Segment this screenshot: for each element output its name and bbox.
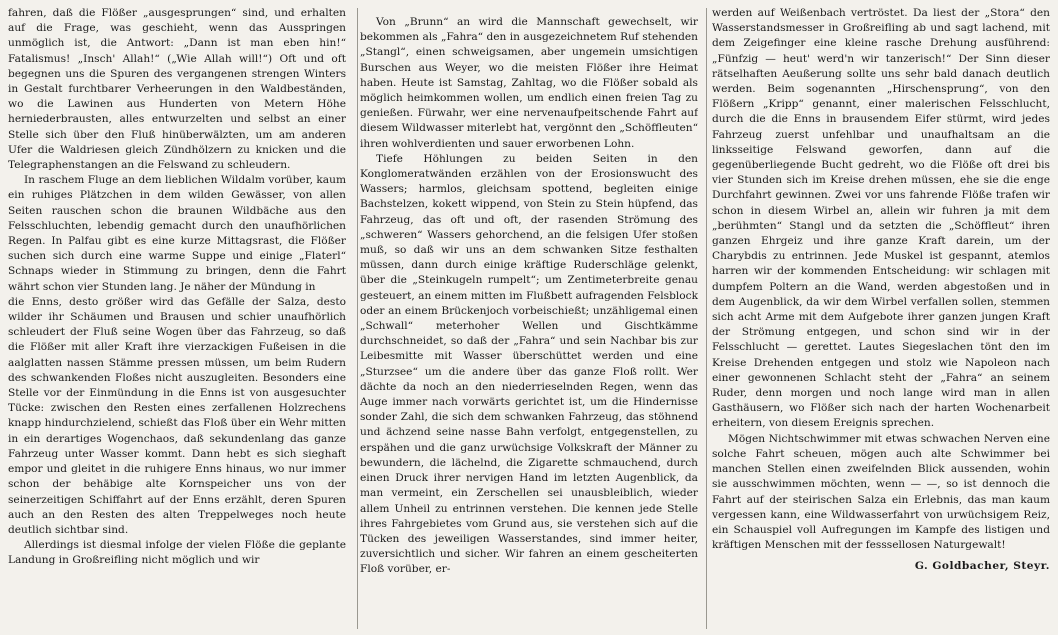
paragraph: Von „Brunn“ an wird die Mannschaft gewechselt, wir bekommen als „Fahra“ den in ausgezeichnetem Ruf stehenden „Stangl“, einen schweigsamen, aber ungemein umsichtigen Burschen aus Weyer, wo die meisten Flößer ihre Heimat haben. Heute ist Samstag, Zahltag, wo die Flößer sobald als möglich heimkommen wollen, um endlich einen freien Tag zu genießen. Fürwahr, wer eine nervenaufpeitschende Fahrt auf diesem Wildwasser miterlebt hat, vergönnt den „Schöffleuten“ ihren wohlverdienten und sauer erworbenen Lohn.	[360, 16, 698, 150]
paragraph: fahren, daß die Flößer „ausgesprungen“ sind, und erhalten auf die Frage, was geschieht, wenn das Ausspringen unmöglich ist, die Antwort: „Dann ist man eben hin!“ Fatalismus! „Insch' Allah!“ („Wie Allah will!“) Oft und oft begegnen uns die Spuren des vergangenen strengen Winters in Gestalt furchtbarer Verheerungen in den Waldbeständen, wo die Lawinen aus Hunderten von Metern Höhe herniederbrausten, alles entwurzelten und selbst an einer Stelle sich über den Fluß hinüberwälzten, um am anderen Ufer die Waldriesen gleich Zündhölzern zu knicken und die Telegraphenstangen an die Felswand zu schleudern.	[8, 7, 346, 172]
paragraph: Tiefe Höhlungen zu beiden Seiten in den Konglomeratwänden erzählen von der Erosionswucht des Wassers; harmlos, gleichsam spottend, begleiten einige Bachstelzen, kokett wippend, von Stein zu Stein hüpfend, das Fahrzeug, das oft und oft, der rasenden Strömung des „schweren“ Wassers gehorchend, an die felsigen Ufer stoßen muß, so daß wir uns an dem schwanken Sitze festhalten müssen, dann durch einige kräftige Ruderschläge gelenkt, über die „Steinkugeln rumpelt“; um Zentimeterbreite genau gesteuert, an einem mitten im Flußbett aufragenden Felsblock oder an einem Brückenjoch vorbeischießt; unzähligemal einen „Schwall“ meterhoher Wellen und Gischtkämme durchschneidet, so daß der „Fahra“ und sein Nachbar bis zur Leibesmitte mit Wasser überschüttet werden und eine „Sturzsee“ um die andere über das ganze Floß rollt. Wer dächte da noch an den niederrieselnden Regen, wenn das Auge immer nach vorwärts gerichtet ist, um die Hindernisse sonder Zahl, die sich dem schwanken Fahrzeug, das stöhnend und ächzend seine nasse Bahn verfolgt, entgegenstellen, zu erspähen und die ganz urwüchsige Volkskraft der Männer zu bewundern, die lächelnd, die Zigarette schmauchend, durch einen Druck ihrer nervigen Hand im letzten Augenblick, da man vermeint, ein Zerschellen sei unausbleiblich, wieder allem Unheil zu entrinnen verstehen. Die kennen jede Stelle ihres Fahrgebietes vom Grund aus, sie verstehen sich auf die Tücken des jeweiligen Wasserstandes, sind immer heiter, zuversichtlich und sicher. Wir fahren an einem gescheiterten Floß vorüber, er-	[360, 152, 698, 576]
text-column-3	[712, 6, 1050, 631]
text-column-1	[8, 6, 346, 631]
paragraph: die Enns, desto größer wird das Gefälle der Salza, desto wilder ihr Schäumen und Brausen und schier unaufhörlich schleudert der Fluß seine Wogen über das Fahrzeug, so daß die Flößer mit aller Kraft ihre vierzackigen Fußeisen in die aalglatten nassen Stämme pressen müssen, um beim Rudern des schwankenden Floßes nicht auszugleiten. Besonders eine Stelle vor der Einmündung in die Enns ist von ausgesuchter Tücke: zwischen den Resten eines zerfallenen Holzrechens knapp hindurchzielend, schießt das Floß über ein Wehr mitten in ein derartiges Wogenchaos, daß sekundenlang das ganze Fahrzeug unter Wasser kommt. Dann hebt es sich sieghaft empor und gleitet in die ruhigere Enns hinaus, wo nur immer schon der behäbige alte Kornspeicher uns von der seinerzeitigen Schiffahrt auf der Enns erzählt, deren Spuren auch an den Resten des alten Treppelweges noch heute deutlich sichtbar sind.	[8, 295, 346, 536]
column-divider	[706, 8, 707, 629]
text-column-2	[360, 6, 698, 631]
author-signature: G. Goldbacher, Steyr.	[914, 560, 1050, 573]
paragraph: Mögen Nichtschwimmer mit etwas schwachen Nerven eine solche Fahrt scheuen, mögen auch alte Schwimmer bei manchen Stellen einen zweifelnden Blick aussenden, wohin sie ausschwimmen möchten, wenn — —, so ist dennoch die Fahrt auf der steirischen Salza ein Erlebnis, das man kaum vergessen kann, eine Wildwasserfahrt von urwüchsigem Reiz, ein Schauspiel voll Aufregungen im Kampfe des listigen und kräftigen Menschen mit der fesssellosen Naturgewalt!	[712, 432, 1050, 552]
column-divider	[357, 8, 358, 629]
paragraph: In raschem Fluge an dem lieblichen Wildalm vorüber, kaum ein ruhiges Plätzchen in dem wilden Gewässer, von allen Seiten rauschen schon die braunen Wildbäche aus den Felsschluchten, lebendig gemacht durch den unaufhörlichen Regen. In Palfau gibt es eine kurze Mittagsrast, die Flößer suchen sich durch eine warme Suppe und einige „Flaterl“ Schnaps wieder in Stimmung zu bringen, denn die Fahrt währt schon vier Stunden lang. Je näher der Mündung in	[8, 174, 346, 293]
paragraph: Allerdings ist diesmal infolge der vielen Flöße die geplante Landung in Großreifling nicht möglich und wir	[8, 539, 346, 567]
paragraph: werden auf Weißenbach vertröstet. Da liest der „Stora“ den Wasserstandsmesser in Großreifling ab und sagt lachend, mit dem Zeigefinger eine kleine rasche Drehung ausführend: „Fünfzig — heut' werd'n wir tanzerisch!“ Der Sinn dieser rätselhaften Aeußerung sollte uns sehr bald danach deutlich werden. Beim sogenannten „Hirschensprung“, von den Flößern „Kripp“ genannt, einer malerischen Felsschlucht, durch die die Enns in brausendem Eifer stürmt, wird jedes Fahrzeug zuerst unfehlbar und unaufhaltsam an die linksseitige Felswand geworfen, dann auf die gegenüberliegende Bucht gedreht, wo die Flöße oft drei bis vier Stunden sich im Kreise drehen müssen, ehe sie die enge Durchfahrt gewinnen. Zwei vor uns fahrende Flöße trafen wir schon in diesem Wirbel an, allein wir fuhren ja mit dem „berühmten“ Stangl und da setzten die „Schöffleut“ ihren ganzen Ehrgeiz und ihre ganze Kraft darein, um der Charybdis zu entrinnen. Jede Muskel ist gespannt, atemlos harren wir der kommenden Entscheidung: wir schlagen mit dumpfem Poltern an die Wand, werden abgestoßen und in dem Augenblick, da wir dem Wirbel verfallen sollen, stemmen sich acht Arme mit dem Aufgebote ihrer ganzen jungen Kraft der Strömung entgegen, und schon sind wir in der Felsschlucht — gerettet. Lautes Siegeslachen tönt den im Kreise Drehenden entgegen und stolz wie Napoleon nach einer gewonnenen Schlacht steht der „Fahra“ an seinem Ruder, denn morgen und noch lange wird man in allen Gasthäusern, wo Flößer sich nach der harten Wochenarbeit erheitern, von diesem Ereignis sprechen.	[712, 7, 1050, 430]
